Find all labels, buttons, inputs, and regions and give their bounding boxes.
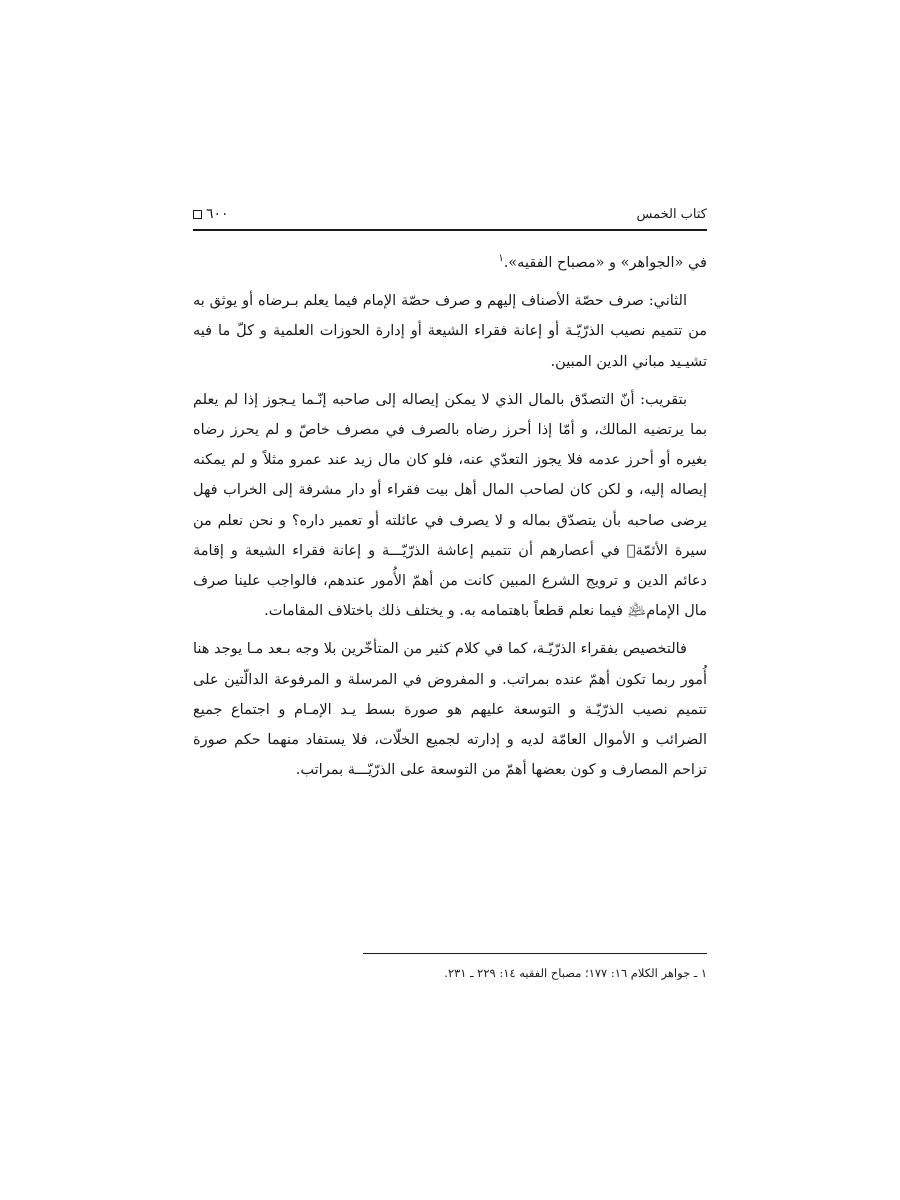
footnote-marker: ١ [498,253,504,265]
book-title: كتاب الخمس [636,206,707,222]
paragraph-1 [193,248,707,278]
footnote-rule [363,953,707,954]
footnote: ١ ـ جواهر الكلام ١٦: ١٧٧؛ مصباح الفقيه ١٤: ٢٢٩ ـ ٢٣١. [444,966,707,980]
square-bullet-icon [193,210,202,219]
page-number-group [193,206,229,222]
paragraph-4: فالتخصيص بفقراء الذرّيّـة، كما في كلام كثير من المتأخّرين بلا وجه بـعد مـا يوجد هنا أُمور ربما تكون أهمّ عنده بمراتب. و المفروض في المرسلة و المرفوعة الدالّتين على تتميم نصيب الذرّيّـة و التوسعة عليهم هو صورة بسط يـد الإمـام و اجتماع جميع الضرائب و الأموال العامّة لديه و إدارته لجميع الخلّات، فلا يستفاد منهما حكم صورة تزاحم المصارف و كون بعضها أهمّ من التوسعة على الذرّيّـــة بمراتب. [193,641,707,779]
running-header [193,203,707,225]
main-text [193,248,707,793]
paragraph-2: الثاني: صرف حصّة الأصناف إليهم و صرف حصّة الإمام فيما يعلم بـرضاه أو يوثق به من تتميم نصيب الذرّيّـة أو إعانة فقراء الشيعة أو إدارة الحوزات العلمية و كلّ ما فيه تشيـيد مباني الدين المبين. [193,293,707,370]
paragraph-1-text: في «الجواهر» و «مصباح الفقيه». [503,255,707,271]
page-number: ٦٠٠ [206,206,229,222]
paragraph-3: بتقريب: أنّ التصدّق بالمال الذي لا يمكن إيصاله إلى صاحبه إنّـما يـجوز إذا لم يعلم بما يرتضيه المالك، و أمّا إذا أحرز رضاه بالصرف في مصرف خاصّ و لم يحرز رضاه بغيره أو أحرز عدمه فلا يجوز التعدّي عنه، فلو كان مال زيد عند عمرو مثلاً و لم يمكنه إيصاله إليه، و لكن كان لصاحب المال أهل بيت فقراء أو دار مشرفة إلى الخراب فهل يرضى صاحبه بأن يتصدّق بماله و لا يصرف في عائلته أو تعمير داره؟ و نحن نعلم من سيرة الأئمّة﷩ في أعصارهم أن تتميم إعاشة الذرّيّـــة و إعانة فقراء الشيعة و إقامة دعائم الدين و ترويج الشرع المبين كانت من أهمّ الأُمور عندهم، فالواجب علينا صرف مال الإمام﵇ فيما نعلم قطعاً باهتمامه به. و يختلف ذلك باختلاف المقامات. [193,391,707,620]
header-rule [193,229,707,231]
